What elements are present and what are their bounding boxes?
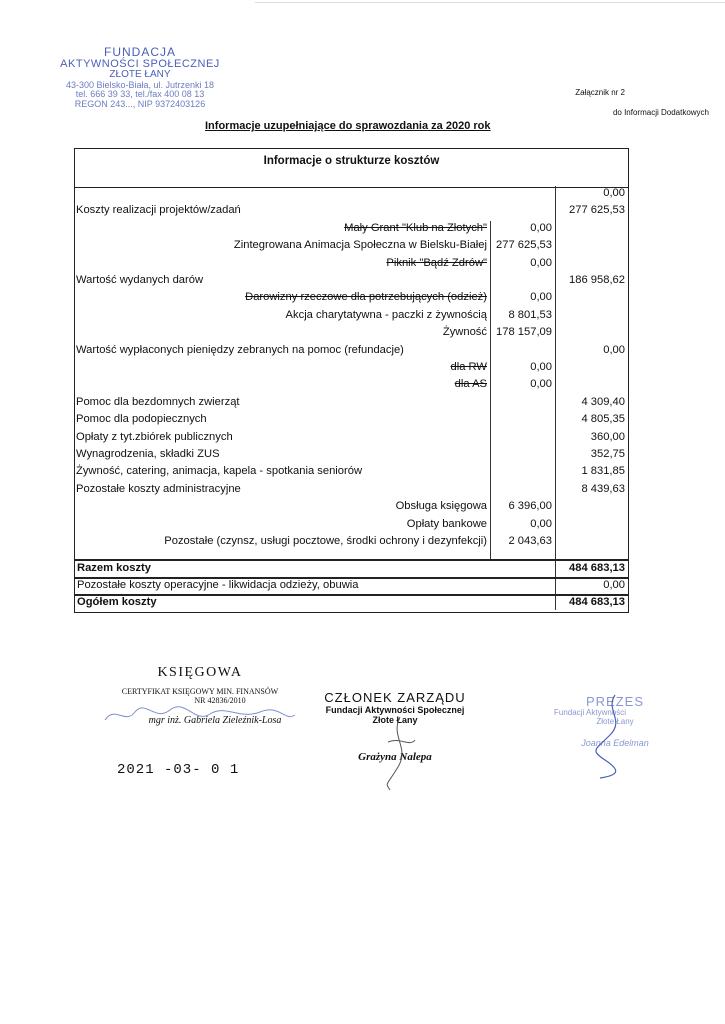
annex-note xyxy=(575,86,709,119)
row-value: 186 958,62 xyxy=(569,274,625,286)
row-value: 277 625,53 xyxy=(569,204,625,217)
row-sub-value: 0,00 xyxy=(530,517,552,530)
president-name: Joanna Edelman xyxy=(581,737,649,748)
row-sub-value: 178 157,09 xyxy=(496,326,552,339)
total-value: 0,00 xyxy=(603,579,625,592)
stamp-line-3: ZŁOTE ŁANY xyxy=(109,69,171,81)
row-sub-value: 0,00 xyxy=(530,256,552,269)
table-header: Informacje o strukturze kosztów xyxy=(75,149,628,188)
accountant-certificate-number: NR 42836/2010 xyxy=(194,696,246,705)
row-label: Pomoc dla bezdomnych zwierząt xyxy=(76,395,240,408)
row-sub-value: 0,00 xyxy=(530,378,552,391)
row-label: Wynagrodzenia, składki ZUS xyxy=(76,448,220,460)
board-member-org-name: Złote Łany xyxy=(372,715,418,725)
row-label: Wartość wydanych darów xyxy=(76,274,204,286)
stamp-line-5: tel. 666 39 33, tel./fax 400 08 13 xyxy=(75,89,205,100)
row-sub-label: Obsługa księgowa xyxy=(395,500,487,513)
stamp-line-1: FUNDACJA xyxy=(103,45,176,59)
total-label: Ogółem koszty xyxy=(77,596,157,609)
accountant-title: KSIĘGOWA xyxy=(157,665,243,680)
row-value: 4 805,35 xyxy=(581,413,625,426)
row-label: Wartość wypłaconych pieniędzy zebranych na pomoc (refundacje) xyxy=(76,343,404,356)
annex-line-2: do Informacji Dodatkowych xyxy=(612,107,709,117)
row-label: Pozostałe koszty administracyjne xyxy=(76,482,241,495)
row-label: Pomoc dla podopiecznych xyxy=(76,413,207,426)
signature-date: 2021 -03- 0 1 xyxy=(117,762,240,778)
row-sub-label: Akcja charytatywna - paczki z żywnością xyxy=(285,308,487,321)
totals-top-border xyxy=(74,559,629,561)
president-signature xyxy=(580,690,640,780)
row-sub-label: Mały Grant "Klub na Złotych" xyxy=(344,221,487,234)
accountant-name: mgr inż. Gabriela Zieleźnik-Losa xyxy=(148,715,282,726)
subvalue-column-divider xyxy=(490,221,491,560)
president-title: PREZES xyxy=(585,694,644,709)
row-sub-label: Darowizny rzeczowe dla potrzebujących (odzież) xyxy=(245,291,487,304)
top-border-line xyxy=(255,2,725,3)
row-sub-value: 0,00 xyxy=(530,291,552,304)
total-row-divider xyxy=(74,594,629,596)
president-org-name: Złote Łany xyxy=(596,717,634,727)
annex-line-1: Załącznik nr 2 xyxy=(575,88,625,97)
accountant-certificate: CERTYFIKAT KSIĘGOWY MIN. FINANSÓW xyxy=(121,687,279,696)
board-member-name: Grażyna Nalepa xyxy=(358,751,432,763)
document-title: Informacje uzupełniające do sprawozdania za 2020 rok xyxy=(205,120,491,132)
foundation-stamp xyxy=(40,46,240,109)
value-column-divider xyxy=(555,186,556,610)
row-sub-value: 277 625,53 xyxy=(496,239,552,252)
board-member-title: CZŁONEK ZARZĄDU xyxy=(324,690,466,705)
row-sub-label: Piknik "Bądź Zdrów" xyxy=(386,256,487,269)
row-value: 352,75 xyxy=(590,448,625,460)
row-sub-value: 0,00 xyxy=(530,221,552,234)
row-sub-label: Żywność xyxy=(442,326,487,339)
row-sub-label: dla RW xyxy=(450,361,487,373)
board-member-org: Fundacji Aktywności Społecznej xyxy=(325,705,465,715)
row-value: 1 831,85 xyxy=(581,465,625,478)
row-label: Żywność, catering, animacja, kapela - spotkania seniorów xyxy=(76,465,363,478)
stamp-line-6: REGON 243..., NIP 9372403126 xyxy=(74,98,206,109)
total-value: 484 683,13 xyxy=(569,562,625,575)
row-value: 8 439,63 xyxy=(581,482,625,495)
stamp-line-4: 43-300 Bielsko-Biała, ul. Jutrzenki 18 xyxy=(65,79,215,90)
row-sub-value: 6 396,00 xyxy=(508,500,552,513)
row-sub-value: 2 043,63 xyxy=(508,535,552,547)
row-value: 0,00 xyxy=(603,343,625,356)
row-value: 0,00 xyxy=(603,187,625,199)
total-value: 484 683,13 xyxy=(569,596,625,609)
board-member-signature xyxy=(370,712,430,792)
row-label: Koszty realizacji projektów/zadań xyxy=(76,204,241,217)
row-sub-value: 8 801,53 xyxy=(508,308,552,321)
president-org: Fundacji Aktywności xyxy=(553,708,627,718)
row-label: Opłaty z tyt.zbiórek publicznych xyxy=(76,430,233,443)
row-sub-value: 0,00 xyxy=(530,361,552,373)
stamp-line-2: AKTYWNOŚCI SPOŁECZNEJ xyxy=(60,57,220,70)
accountant-signature xyxy=(100,700,300,730)
row-sub-label: Zintegrowana Animacja Społeczna w Bielsku-Białej xyxy=(233,239,487,252)
row-value: 4 309,40 xyxy=(581,395,625,408)
total-label: Razem koszty xyxy=(77,562,151,575)
row-sub-label: Opłaty bankowe xyxy=(406,517,487,530)
row-sub-label: dla AS xyxy=(454,378,487,391)
row-sub-label: Pozostałe (czynsz, usługi pocztowe, środki ochrony i dezynfekcji) xyxy=(164,535,487,547)
total-label: Pozostałe koszty operacyjne - likwidacja odzieży, obuwia xyxy=(77,579,359,592)
row-value: 360,00 xyxy=(590,430,625,443)
